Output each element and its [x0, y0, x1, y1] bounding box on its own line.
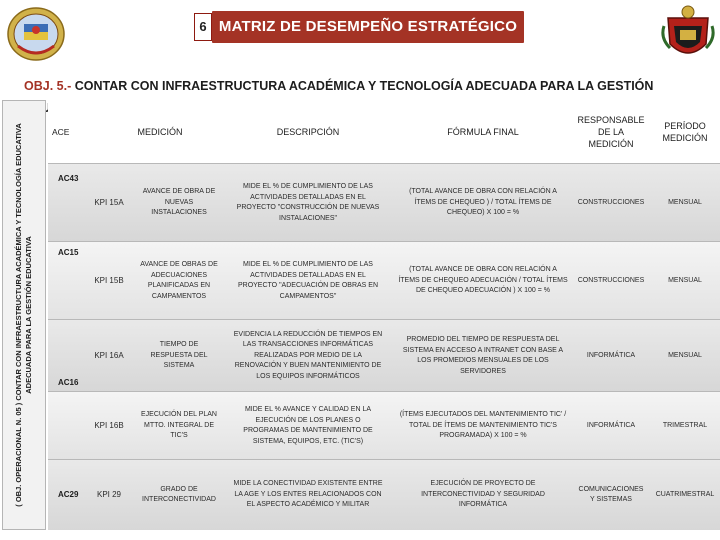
performance-matrix-table [48, 100, 720, 530]
responsable-cell: CONSTRUCCIONES [577, 198, 645, 206]
col-header-formula: FÓRMULA FINAL [394, 106, 572, 158]
periodo-cell: TRIMESTRAL [662, 421, 708, 429]
page-title-text: MATRIZ DE DESEMPEÑO ESTRATÉGICO [218, 18, 518, 35]
kpi-code: KPI 16B [94, 420, 124, 430]
periodo-cell: CUATRIMESTRAL [655, 490, 715, 498]
ace-code: AC43 [58, 174, 79, 183]
medicion-cell: TIEMPO DE RESPUESTA DEL SISTEMA [150, 341, 208, 370]
formula-cell: (ÍTEMS EJECUTADOS DEL MANTENIMIENTO TIC' / TOTAL DE ÍTEMS DE MANTENIMIENTO TIC'S PROGRAMADA) X 100 = % [399, 411, 567, 440]
descripcion-cell: MIDE LA CONECTIVIDAD EXISTENTE ENTRE LA AGE Y LOS ENTES RELACIONADOS CON EL ASPECTO ACADÉMICO Y MILITAR [233, 480, 383, 509]
periodo-cell: MENSUAL [668, 198, 702, 206]
medicion-cell: GRADO DE INTERCONECTIVIDAD [142, 485, 216, 503]
responsable-cell: COMUNICACIONES Y SISTEMAS [578, 485, 644, 503]
col-header-medicion: MEDICIÓN [98, 106, 222, 158]
institution-crest-icon [6, 6, 66, 62]
responsable-cell: CONSTRUCCIONES [577, 276, 645, 284]
descripcion-cell: MIDE EL % AVANCE Y CALIDAD EN LA EJECUCIÓN DE LOS PLANES O PROGRAMAS DE MANTENIMIENTO DE SISTEMA, EQUIPOS, ETC. (TIC'S) [243, 406, 373, 445]
side-label-text: ( OBJ. OPERACIONAL N. 05 ) CONTAR CON INFRAESTRUCTURA ACADÉMICA Y TECNOLOGÍA EDUCATIVA ADECUADA PARA LA GESTIÓN EDUCATIVA [14, 123, 33, 507]
ace-code: AC15 [58, 248, 79, 257]
responsable-cell: INFORMÁTICA [586, 351, 636, 359]
formula-cell: (TOTAL AVANCE DE OBRA CON RELACIÓN A ÍTEMS DE CHEQUEO ADECUACIÓN / TOTAL ÍTEMS DE CHEQUEO ADECUACIÓN ) X 100 = % [398, 266, 568, 295]
ace-code: AC29 [58, 490, 79, 499]
military-emblem-icon [660, 4, 716, 64]
objective-banner [24, 75, 700, 97]
kpi-code: KPI 15B [94, 275, 124, 285]
kpi-code: KPI 15A [94, 197, 124, 207]
medicion-cell: EJECUCIÓN DEL PLAN MTTO. INTEGRAL DE TIC'S [141, 411, 217, 440]
descripcion-cell: EVIDENCIA LA REDUCCIÓN DE TIEMPOS EN LAS TRANSACCIONES INFORMÁTICAS REALIZADAS POR MEDIO DE LA RENOVACIÓN Y BUEN MANTENIMIENTO DE LOS EQUIPOS INFORMÁTICOS [233, 330, 383, 380]
medicion-cell: AVANCE DE OBRA DE NUEVAS INSTALACIONES [142, 188, 216, 217]
descripcion-cell: MIDE EL % DE CUMPLIMIENTO DE LAS ACTIVIDADES DETALLADAS EN EL PROYECTO "CONSTRUCCIÓN DE NUEVAS INSTALACIONES" [236, 183, 380, 222]
side-label [2, 100, 46, 530]
responsable-cell: INFORMÁTICA [586, 421, 636, 429]
formula-cell: EJECUCIÓN DE PROYECTO DE INTERCONECTIVIDAD Y SEGURIDAD INFORMÁTICA [421, 480, 545, 509]
col-header-responsable: RESPONSABLE DE LA MEDICIÓN [572, 106, 650, 158]
page-title [212, 11, 524, 43]
col-header-ace: ACE [52, 126, 70, 137]
ace-code: AC16 [58, 378, 79, 387]
col-header-periodo: PERÍODO MEDICIÓN [650, 106, 720, 158]
medicion-cell: AVANCE DE OBRAS DE ADECUACIONES PLANIFICADAS EN CAMPAMENTOS [140, 261, 218, 300]
periodo-cell: MENSUAL [668, 276, 702, 284]
col-header-descripcion: DESCRIPCIÓN [228, 106, 388, 158]
kpi-code: KPI 29 [96, 489, 121, 499]
objective-code: OBJ. 5.- [24, 79, 72, 93]
descripcion-cell: MIDE EL % DE CUMPLIMIENTO DE LAS ACTIVIDADES DETALLADAS EN EL PROYECTO "ADECUACIÓN DE OBRAS EN CAMPAMENTOS" [237, 261, 379, 300]
objective-text: CONTAR CON INFRAESTRUCTURA ACADÉMICA Y TECNOLOGÍA ADECUADA PARA LA GESTIÓN [74, 79, 654, 93]
formula-cell: PROMEDIO DEL TIEMPO DE RESPUESTA DEL SISTEMA EN ACCESO A INTRANET CON BASE A LOS PROMEDIOS MENSUALES DE LOS SERVIDORES [402, 336, 564, 375]
periodo-cell: MENSUAL [668, 351, 702, 359]
formula-cell: (TOTAL AVANCE DE OBRA CON RELACIÓN A ÍTEMS DE CHEQUEO ) / TOTAL ÍTEMS DE CHEQUEO) X 100 = % [409, 188, 557, 217]
kpi-code: KPI 16A [94, 350, 124, 360]
slide-number: 6 [194, 13, 212, 41]
